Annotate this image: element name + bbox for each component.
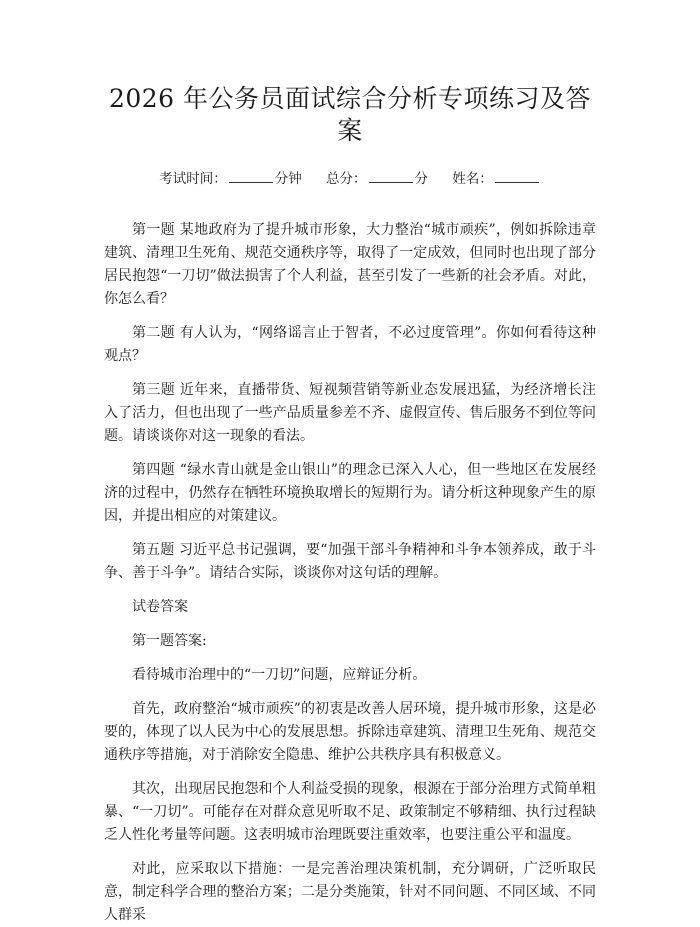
name-blank — [495, 170, 539, 183]
total-score-blank — [369, 170, 413, 183]
question-1: 第一题 某地政府为了提升城市形象，大力整治“城市顽疾”，例如拆除违章建筑、清理卫生死角、规范交通秩序等，取得了一定成效，但同时也出现了部分居民抱怨“一刀切”做法损害了个人利益，甚至引发了一些新的社会矛盾。对此，你怎么看？ — [104, 222, 596, 307]
exam-time-label: 考试时间： — [159, 171, 227, 187]
exam-info-line — [104, 169, 596, 189]
question-3: 第三题 近年来，直播带货、短视频营销等新业态发展迅猛，为经济增长注入了活力，但也出现了一些产品质量参差不齐、虚假宣传、售后服务不到位等问题。请谈谈你对这一现象的看法。 — [104, 382, 596, 444]
name-field — [452, 169, 541, 189]
exam-time-unit: 分钟 — [274, 171, 302, 187]
answer-1-heading: 第一题答案: — [132, 633, 207, 649]
answers-heading: 试卷答案 — [132, 599, 188, 615]
name-label: 姓名： — [452, 171, 493, 187]
question-2: 第二题 有人认为，“网络谣言止于智者，不必过度管理”。你如何看待这种观点？ — [104, 325, 596, 364]
document-body — [104, 219, 596, 927]
answer-1-paragraph: 对此，应采取以下措施：一是完善治理决策机制，充分调研，广泛听取民意，制定科学合理的整治方案；二是分类施策，针对不同问题、不同区域、不同人群采 — [104, 861, 596, 923]
total-score-unit: 分 — [414, 171, 428, 187]
answer-1-paragraph: 看待城市治理中的“一刀切”问题，应辩证分析。 — [132, 667, 427, 683]
total-score-label: 总分： — [326, 171, 367, 187]
total-score-field — [326, 169, 428, 189]
document-title: 2026 年公务员面试综合分析专项练习及答案 — [108, 84, 592, 145]
question-5: 第五题 习近平总书记强调，要“加强干部斗争精神和斗争本领养成，敢于斗争、善于斗争”。请结合实际，谈谈你对这句话的理解。 — [104, 542, 596, 581]
question-4: 第四题 “绿水青山就是金山银山”的理念已深入人心，但一些地区在发展经济的过程中，仍然存在牺牲环境换取增长的短期行为。请分析这种现象产生的原因，并提出相应的对策建议。 — [104, 462, 596, 524]
exam-time-field — [159, 169, 302, 189]
answer-1-paragraph: 其次，出现居民抱怨和个人利益受损的现象，根源在于部分治理方式简单粗暴、“一刀切”。可能存在对群众意见听取不足、政策制定不够精细、执行过程缺乏人性化考量等问题。这表明城市治理既要注重效率，也要注重公平和温度。 — [104, 781, 596, 843]
answer-1-paragraph: 首先，政府整治“城市顽疾”的初衷是改善人居环境，提升城市形象，这是必要的，体现了以人民为中心的发展思想。拆除违章建筑、清理卫生死角、规范交通秩序等措施，对于消除安全隐患、维护公共秩序具有积极意义。 — [104, 701, 596, 763]
exam-time-blank — [229, 170, 273, 183]
